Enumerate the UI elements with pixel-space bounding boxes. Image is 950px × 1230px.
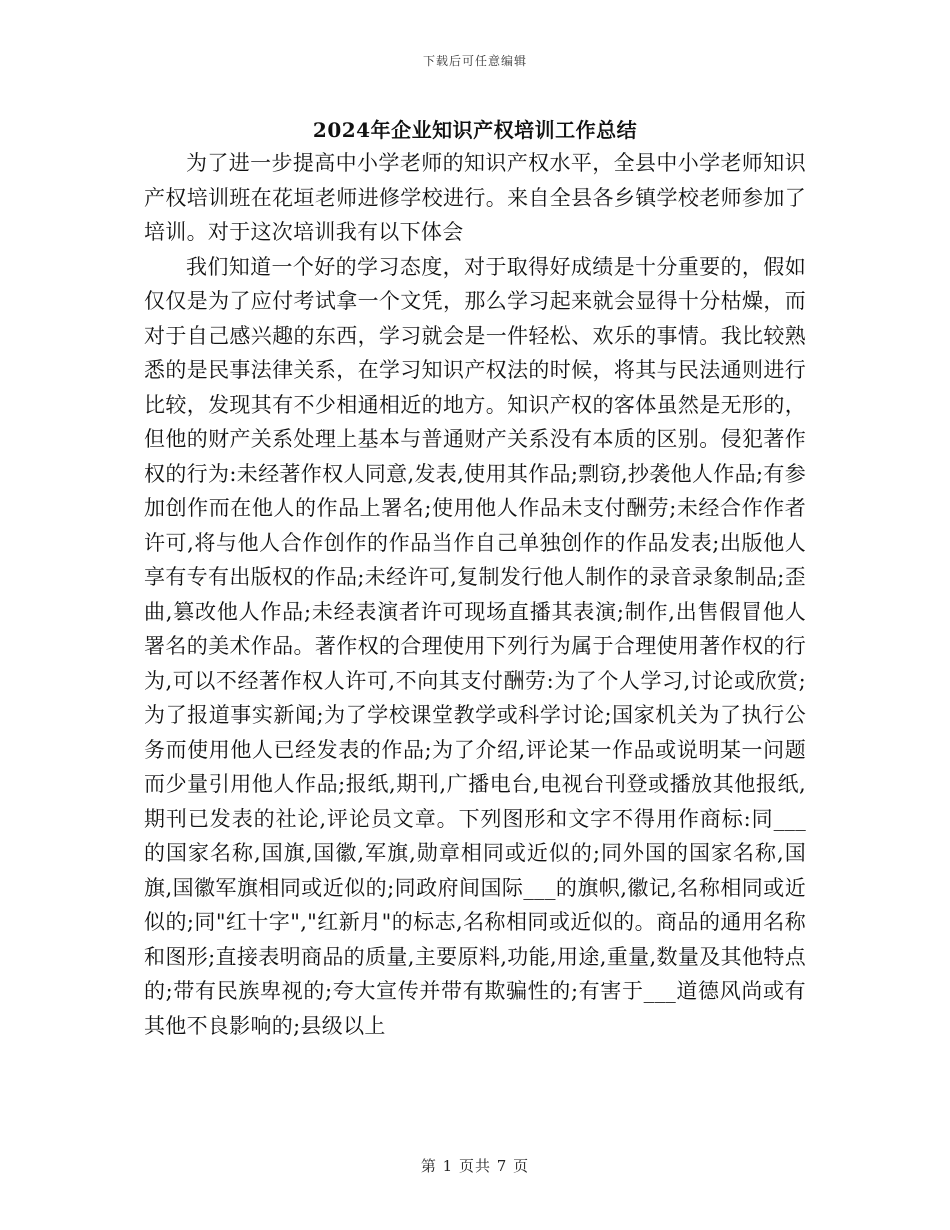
document-title: 2024年企业知识产权培训工作总结 [312,118,638,142]
paragraph-main: 我们知道一个好的学习态度，对于取得好成绩是十分重要的，假如仅仅是为了应付考试拿一个文凭，那么学习起来就会显得十分枯燥，而对于自己感兴趣的东西，学习就会是一件轻松、欢乐的事情。我比较熟悉的是民事法律关系，在学习知识产权法的时候，将其与民法通则进行比较，发现其有不少相通相近的地方。知识产权的客体虽然是无形的，但他的财产关系处理上基本与普通财产关系没有本质的区别。侵犯著作权的行为:未经著作权人同意,发表,使用其作品;剽窃,抄袭他人作品;有参加创作而在他人的作品上署名;使用他人作品未支付酬劳;未经合作作者许可,将与他人合作创作的作品当作自己单独创作的作品发表;出版他人享有专有出版权的作品;未经许可,复制发行他人制作的录音录象制品;歪曲,篡改他人作品;未经表演者许可现场直播其表演;制作,出售假冒他人署名的美术作品。著作权的合理使用下列行为属于合理使用著作权的行为,可以不经著作权人许可,不向其支付酬劳:为了个人学习,讨论或欣赏;为了报道事实新闻;为了学校课堂教学或科学讨论;国家机关为了执行公务而使用他人已经发表的作品;为了介绍,评论某一作品或说明某一问题而少量引用他人作品;报纸,期刊,广播电台,电视台刊登或播放其他报纸,期刊已发表的社论,评论员文章。下列图形和文字不得用作商标:同___的国家名称,国旗,国徽,军旗,勋章相同或近似的;同外国的国家名称,国旗,国徽军旗相同或近似的;同政府间国际___的旗帜,徽记,名称相同或近似的;同"红十字","红新月"的标志,名称相同或近似的。商品的通用名称和图形;直接表明商品的质量,主要原料,功能,用途,重量,数量及其他特点的;带有民族卑视的;夸大宣传并带有欺骗性的;有害于___道德风尚或有其他不良影响的;县级以上 [144,254,806,1038]
page-header-note: 下载后可任意编辑 [422,54,527,68]
paragraph-intro: 为了进一步提高中小学老师的知识产权水平，全县中小学老师知识产权培训班在花垣老师进修学校进行。来自全县各乡镇学校老师参加了培训。对于这次培训我有以下体会 [144,151,806,244]
document-body [144,146,806,1043]
page-number-indicator: 第 1 页共 7 页 [420,1157,530,1175]
